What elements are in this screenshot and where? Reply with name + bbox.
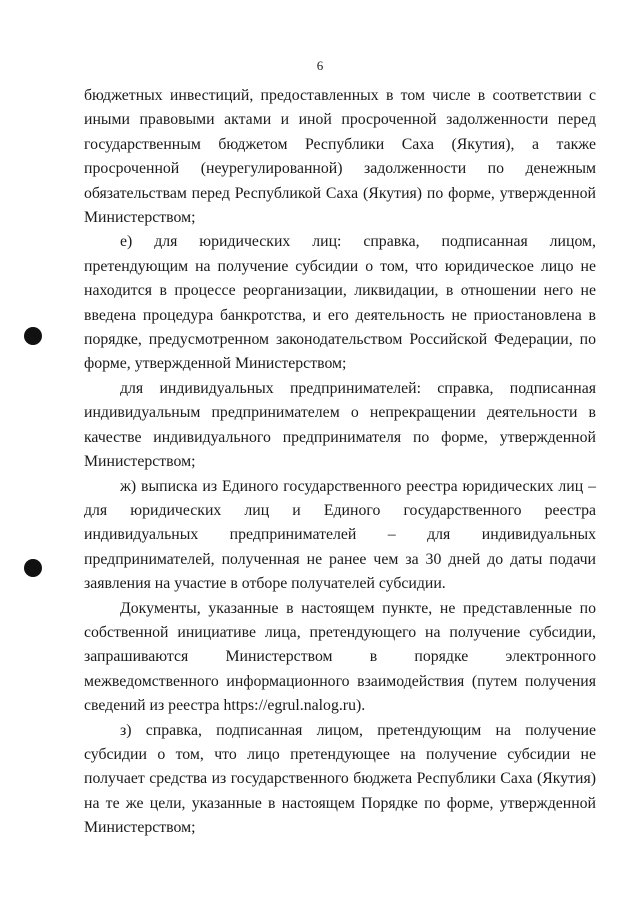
- paragraph-item-e-legal-entities: е) для юридических лиц: справка, подписанная лицом, претендующим на получение субсидии о том, что юридическое лицо не находится в процессе реорганизации, ликвидации, в отношении него не введена процедура банкротства, и его деятельность не приостановлена в порядке, предусмотренном законодательством Российской Федерации, по форме, утвержденной Министерством;: [84, 233, 596, 373]
- paragraph-individual-entrepreneurs: для индивидуальных предпринимателей: справка, подписанная индивидуальным предпринимателем о непрекращении деятельности в качестве индивидуального предпринимателя по форме, утвержденной Министерством;: [84, 379, 596, 471]
- paragraph-item-z-certificate: з) справка, подписанная лицом, претендующим на получение субсидии о том, что лицо претендующее на получение субсидии не получает средства из государственного бюджета Республики Саха (Якутия) на те же цели, указанные в настоящем Порядке по форме, утвержденной Министерством;: [84, 721, 596, 837]
- paragraph-interagency-request: Документы, указанные в настоящем пункте, не представленные по собственной инициативе лица, претендующего на получение субсидии, запрашиваются Министерством в порядке электронного межведомственного информационного взаимодействия (путем получения сведений из реестра https://egrul.nalog.ru).: [84, 599, 596, 715]
- document-body: [84, 84, 596, 841]
- paragraph-budget-debt: бюджетных инвестиций, предоставленных в том числе в соответствии с иными правовыми актами и иной просроченной задолженности перед государственным бюджетом Республики Саха (Якутия), а также просроченной (неурегулированной) задолженности по денежным обязательствам перед Республикой Саха (Якутия) по форме, утвержденной Министерством;: [84, 87, 596, 227]
- punch-hole: [24, 559, 42, 577]
- punch-hole: [24, 327, 42, 345]
- page-number: 6: [316, 58, 324, 73]
- paragraph-item-zh-registry-extract: ж) выписка из Единого государственного реестра юридических лиц – для юридических лиц и Единого государственного реестра индивидуальных предпринимателей – для индивидуальных предпринимателей, полученная не ранее чем за 30 дней до даты подачи заявления на участие в отборе получателей субсидии.: [84, 477, 596, 593]
